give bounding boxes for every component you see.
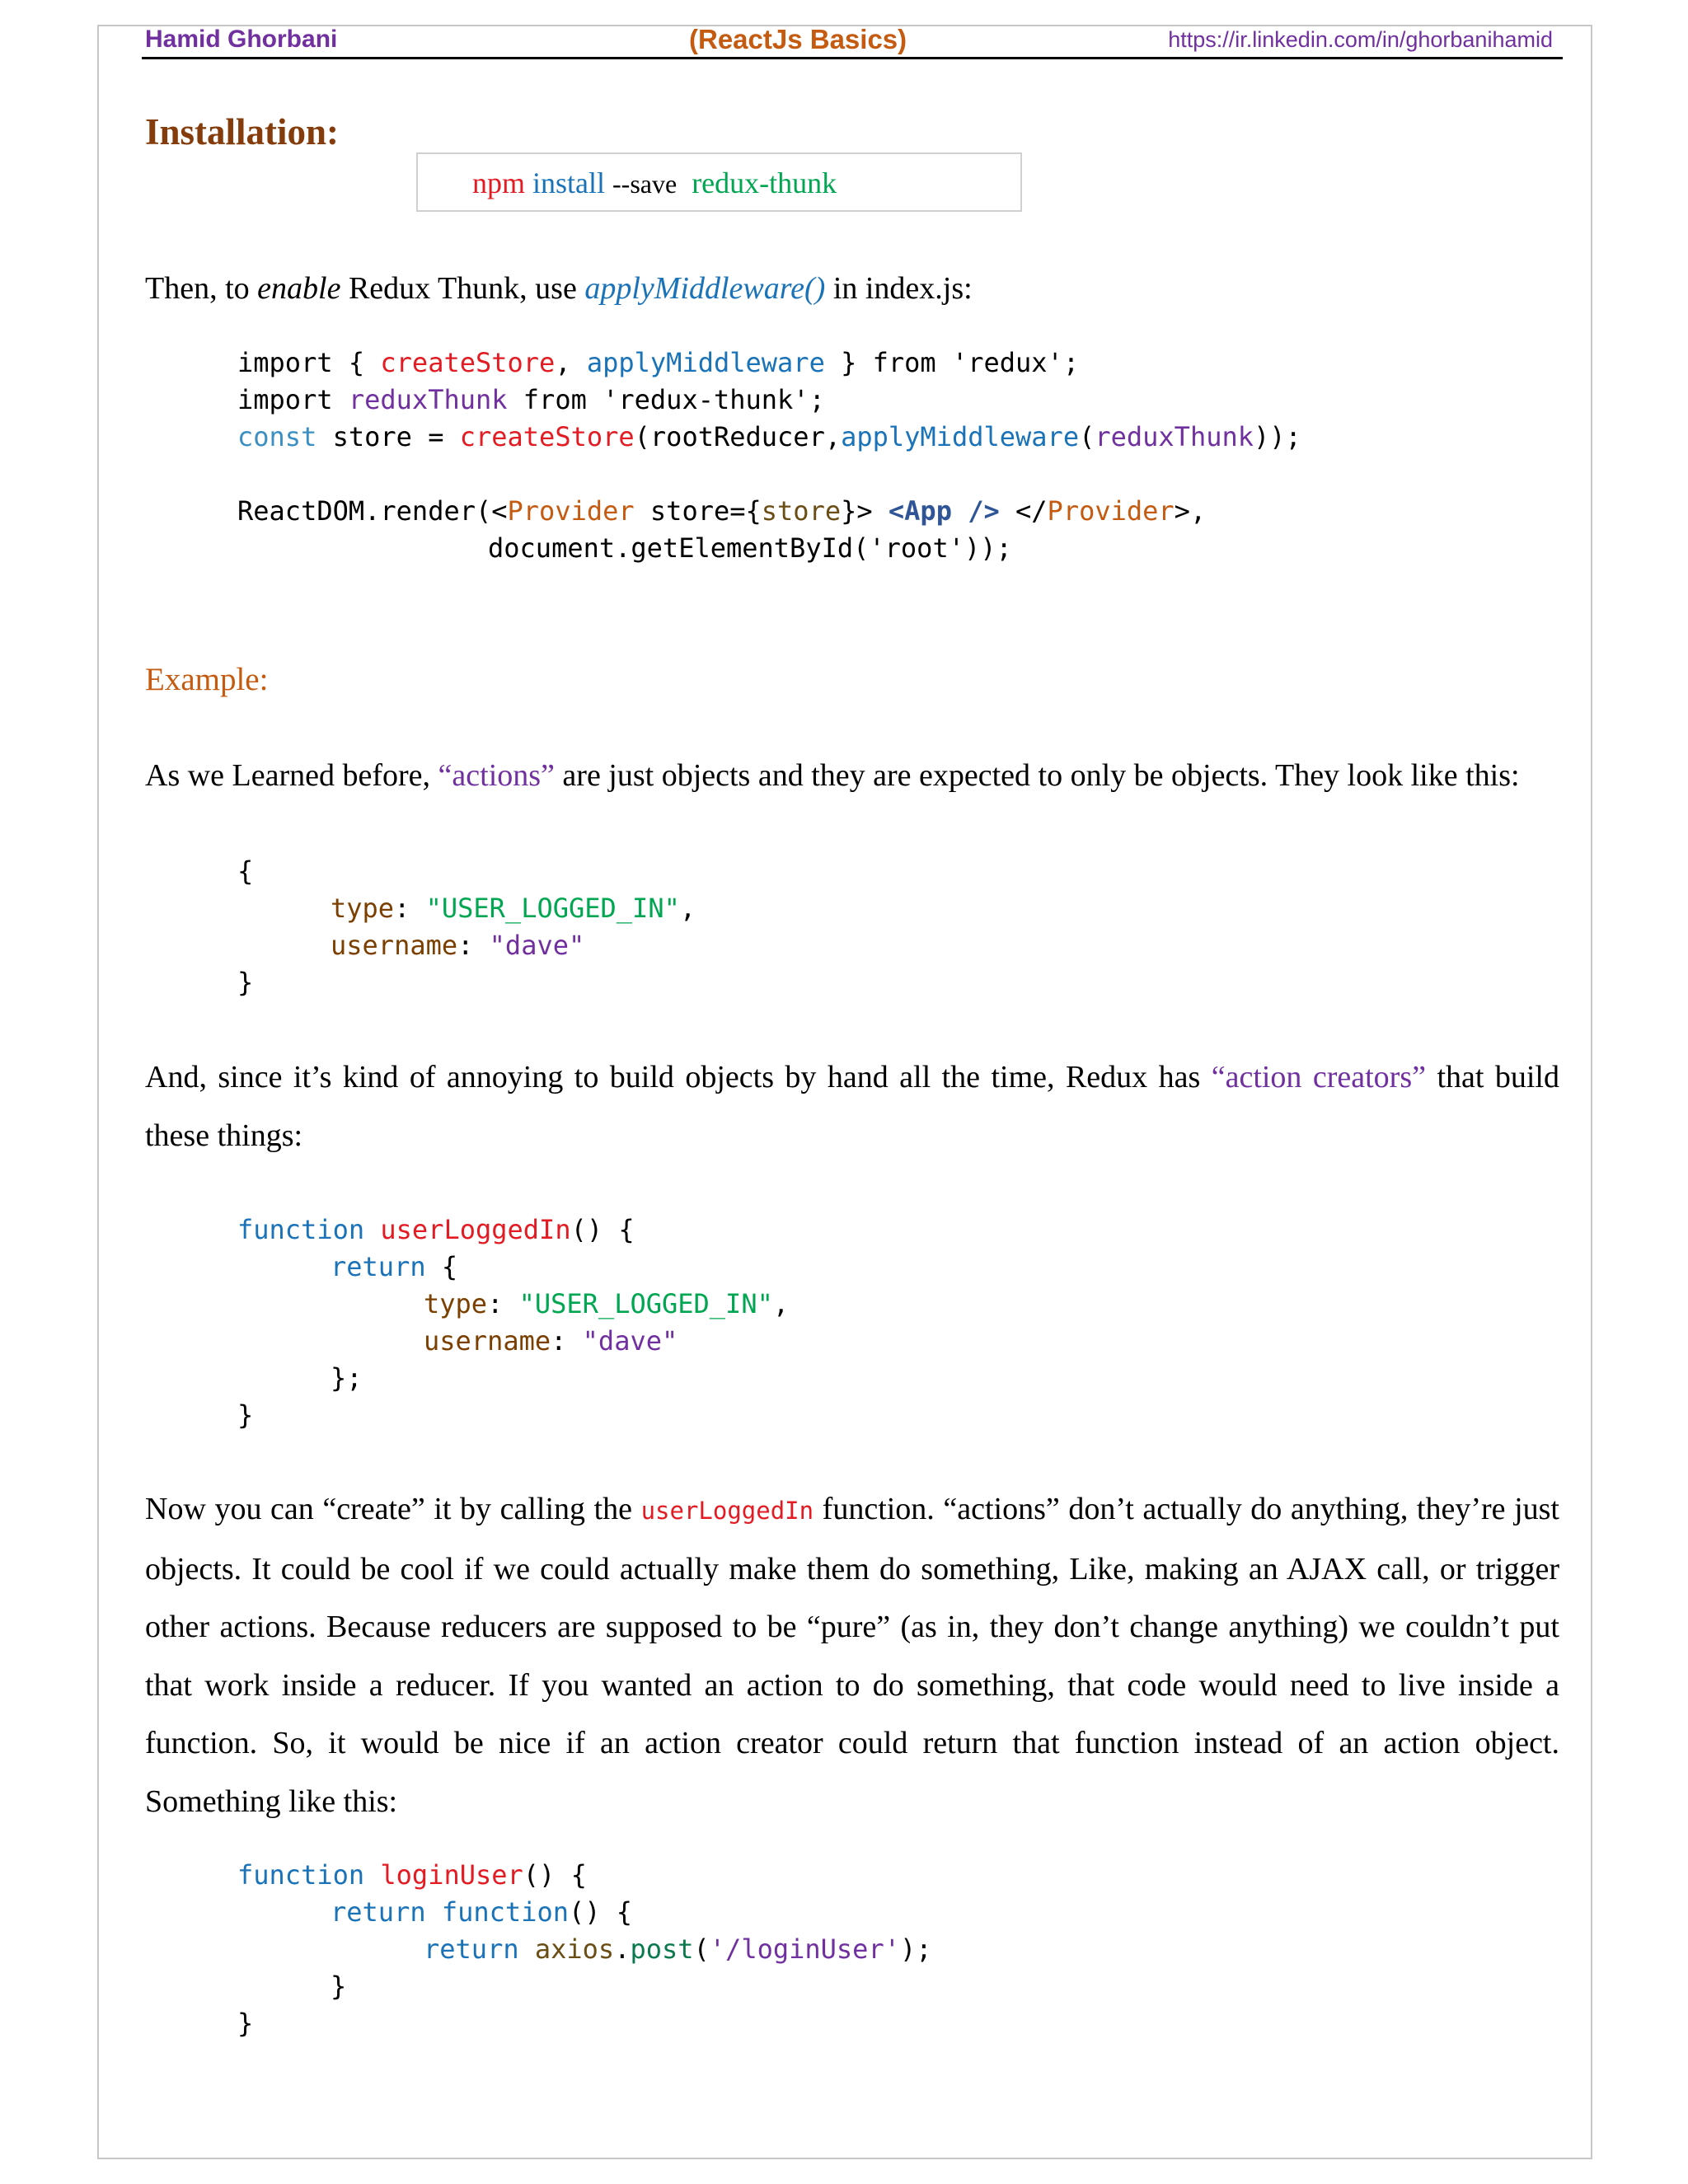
code-token: <App /> — [888, 495, 1000, 527]
now-paragraph — [145, 1480, 1559, 1830]
code-token: , — [555, 347, 587, 378]
text-run: As we Learned before, — [145, 758, 438, 793]
actions-paragraph — [145, 747, 1559, 805]
code-token: >, — [1174, 495, 1207, 527]
text-run: Now you can “create” it by calling the — [145, 1492, 641, 1526]
code-token: type — [424, 1288, 488, 1319]
header-link[interactable]: https://ir.linkedin.com/in/ghorbanihamid — [1168, 27, 1553, 52]
cmd-install: install — [532, 166, 606, 199]
code-index-line-4 — [237, 493, 1206, 530]
code-token: applyMiddleware — [841, 421, 1080, 452]
code-creator-line-3: type: "USER_LOGGED_IN", — [424, 1288, 790, 1319]
code-index-line-2 — [237, 382, 825, 419]
text-run: are just objects and they are expected to only be objects. They look like this: — [554, 758, 1520, 793]
cmd-save-flag: --save — [612, 169, 678, 199]
example-heading: Example: — [145, 662, 269, 697]
code-login-line-3 — [424, 1931, 932, 1968]
code-token: reduxThunk — [348, 384, 508, 415]
code-token: )); — [1254, 421, 1301, 452]
code-object-type: type: "USER_LOGGED_IN", — [331, 893, 696, 924]
code-token: () { — [568, 1896, 633, 1928]
text-run: that build these things: — [145, 1060, 1559, 1153]
text-run: “actions” — [438, 758, 555, 793]
code-token: const — [237, 421, 317, 452]
enable-paragraph — [145, 264, 1559, 313]
code-token: username — [424, 1325, 551, 1357]
text-run: function. “actions” don’t actually do anything, they’re just objects. It could be cool if we could actually make them do something, Like, making an AJAX call, or trigger other actions. Because reducers are supposed to be “pure” (as in, they don’t change anything) we couldn’t put that work inside a reducer. If you wanted an action to do something, that code would need to live inside a function. So, it would be nice if an action creator could return that function instead of an action object. Something like this: — [145, 1492, 1559, 1819]
code-object-close: } — [237, 967, 254, 998]
code-login-line-2 — [331, 1894, 632, 1931]
code-token: . — [614, 1933, 631, 1965]
text-run: applyMiddleware() — [584, 271, 826, 306]
cmd-npm: npm — [472, 166, 526, 199]
code-token: ReactDOM.render(< — [237, 495, 508, 527]
code-token: createStore — [459, 421, 635, 452]
code-creator-line-4: username: "dave" — [424, 1325, 678, 1357]
code-object-open: { — [237, 855, 254, 887]
text-run: Redux Thunk, use — [340, 271, 585, 306]
code-token: username — [331, 930, 458, 961]
code-token: (rootReducer, — [634, 421, 842, 452]
code-token: () { — [570, 1214, 635, 1245]
code-token: import — [237, 384, 349, 415]
code-token: applyMiddleware — [586, 347, 825, 378]
code-token: return — [331, 1896, 426, 1928]
cmd-package: redux-thunk — [692, 166, 837, 199]
code-token: }> — [841, 495, 889, 527]
installation-heading: Installation: — [145, 111, 340, 152]
code-token: Provider — [1047, 495, 1175, 527]
code-token: ( — [1079, 421, 1095, 452]
code-login-line-5: } — [237, 2008, 254, 2039]
code-token: loginUser — [380, 1859, 523, 1891]
code-token: "USER_LOGGED_IN" — [518, 1288, 773, 1319]
code-token: function — [237, 1214, 365, 1245]
code-token: import { — [237, 347, 381, 378]
code-token: reduxThunk — [1095, 421, 1254, 452]
install-command-box — [416, 152, 1022, 212]
code-login-line-1 — [237, 1857, 587, 1894]
code-index-line-1 — [237, 344, 1079, 382]
code-token: post — [630, 1933, 694, 1965]
code-object-username: username: "dave" — [331, 930, 585, 961]
creators-paragraph — [145, 1048, 1559, 1165]
code-token: return — [424, 1933, 519, 1965]
text-run: “action creators” — [1211, 1060, 1426, 1094]
code-token: store = — [316, 421, 460, 452]
code-token: store={ — [634, 495, 762, 527]
code-token: () { — [523, 1859, 587, 1891]
code-token: store — [761, 495, 842, 527]
code-token: function — [237, 1859, 365, 1891]
code-token: axios — [534, 1933, 615, 1965]
text-run: Then, to — [145, 271, 258, 306]
code-index-line-5: document.getElementById('root')); — [488, 532, 1012, 564]
code-index-line-3 — [237, 419, 1301, 456]
code-token: "dave" — [489, 930, 585, 961]
code-token: type — [331, 893, 395, 924]
code-token: ); — [899, 1933, 932, 1965]
text-run: enable — [257, 271, 341, 306]
code-token: return — [331, 1251, 426, 1282]
header-title: (ReactJs Basics) — [689, 24, 907, 54]
code-token: { — [425, 1251, 458, 1282]
code-token: function — [441, 1896, 569, 1928]
code-token: ( — [693, 1933, 710, 1965]
inline-code: userLoggedIn — [640, 1497, 814, 1525]
code-token: from 'redux-thunk'; — [507, 384, 825, 415]
code-token: "dave" — [582, 1325, 678, 1357]
code-token: Provider — [507, 495, 635, 527]
text-run: And, since it’s kind of annoying to build objects by hand all the time, Redux has — [145, 1060, 1212, 1094]
code-token: "USER_LOGGED_IN" — [425, 893, 680, 924]
code-creator-line-1 — [237, 1212, 635, 1249]
code-creator-line-6: } — [237, 1399, 254, 1431]
code-token: userLoggedIn — [380, 1214, 571, 1245]
code-token: } from 'redux'; — [824, 347, 1080, 378]
code-token: '/loginUser' — [709, 1933, 900, 1965]
header-author: Hamid Ghorbani — [145, 26, 338, 53]
code-login-line-4: } — [331, 1971, 347, 2002]
code-creator-line-2 — [331, 1249, 457, 1286]
code-token: </ — [999, 495, 1048, 527]
text-run: in index.js: — [825, 271, 973, 306]
code-creator-line-5: }; — [331, 1362, 363, 1394]
code-token: createStore — [380, 347, 556, 378]
header-rule — [142, 57, 1563, 59]
